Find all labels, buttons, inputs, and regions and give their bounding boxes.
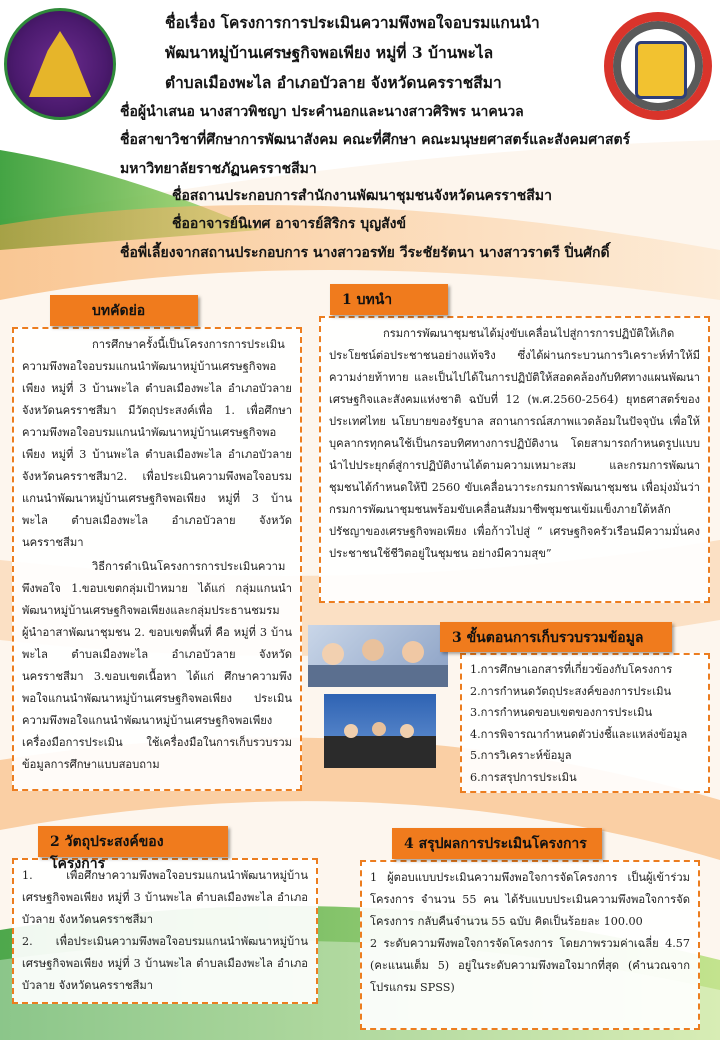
intro-label: 1 บทนำ	[330, 284, 448, 315]
step-item: 2.การกำหนดวัตถุประสงค์ของการประเมิน	[470, 684, 672, 698]
abstract-paragraph-2: วิธีการดำเนินโครงการการประเมินความพึงพอใจ 1.ขอบเขตกลุ่มเป้าหมาย ได้แก่ กลุ่มแกนนำพัฒนาหมู่บ้านเศรษฐกิจพอเพียงและกลุ่มประธานชมรมผู้นำอาสาพัฒนาชุมชน 2. ขอบเขตพื้นที่ คือ หมู่ที่ 3 บ้านพะไล ตำบลเมืองพะไล อำเภอบัวลาย จังหวัดนครราชสีมา 3.ขอบเขตเนื้อหา ได้แก่ ศึกษาความพึงพอใจแกนนำพัฒนาหมู่บ้านเศรษฐกิจพอเพียง ประเมินความพึงพอใจแกนนำพัฒนาหมู่บ้านเศรษฐกิจพอเพียง เครื่องมือการประเมิน ใช้เครื่องมือในการเก็บรวบรวมข้อมูลการศึกษาแบบสอบถาม	[22, 560, 292, 771]
step-item: 3.การกำหนดขอบเขตของการประเมิน	[470, 706, 653, 719]
step-item: 4.การพิจารณากำหนดตัวบ่งชี้และแหล่งข้อมูล	[470, 727, 688, 741]
department-line: ชื่อสาขาวิชาที่ศึกษาการพัฒนาสังคม คณะที่ศึกษา คณะมนุษยศาสตร์และสังคมศาสตร์	[120, 132, 631, 148]
objectives-box	[12, 858, 318, 1004]
title-line-3: ตำบลเมืองพะไล อำเภอบัวลาย จังหวัดนครราชสีมา	[165, 73, 502, 92]
workplace-line: ชื่อสถานประกอบการสำนักงานพัฒนาชุมชนจังหวัดนครราชสีมา	[172, 188, 552, 204]
results-label: 4 สรุปผลการประเมินโครงการ	[392, 828, 602, 859]
abstract-label: บทคัดย่อ	[50, 295, 198, 326]
objectives-label: 2 วัตถุประสงค์ของโครงการ	[38, 826, 228, 857]
steps-box	[460, 653, 710, 793]
university-line: มหาวิทยาลัยราชภัฏนครราชสีมา	[120, 161, 317, 177]
advisor-line: ชื่ออาจารย์นิเทศ อาจารย์สิริกร บุญสังข์	[172, 216, 407, 232]
results-box	[360, 860, 700, 1030]
step-item: 5.การวิเคราะห์ข้อมูล	[470, 749, 572, 762]
objective-item-2: 2. เพื่อประเมินความพึงพอใจอบรมแกนนำพัฒนาหมู่บ้านเศรษฐกิจพอเพียง หมู่ที่ 3 บ้านพะไล ตำบลเมืองพะไล อำเภอบัวลาย จังหวัดนครราชสีมา	[22, 935, 308, 992]
abstract-box	[12, 327, 302, 791]
title-line-2: พัฒนาหมู่บ้านเศรษฐกิจพอเพียง หมู่ที่ 3 บ้านพะไล	[165, 43, 494, 62]
step-item: 6.การสรุปการประเมิน	[470, 770, 577, 784]
title-line-1: ชื่อเรื่อง โครงการการประเมินความพึงพอใจอบรมแกนนำ	[165, 13, 540, 32]
result-item-2: 2 ระดับความพึงพอใจการจัดโครงการ โดยภาพรวมค่าเฉลี่ย 4.57 (คะแนนเต็ม 5) อยู่ในระดับความพึงพอใจมากที่สุด (คำนวณจากโปรแกรม SPSS)	[370, 937, 690, 994]
result-item-1: 1 ผู้ตอบแบบประเมินความพึงพอใจการจัดโครงการ เป็นผู้เข้าร่วมโครงการ จำนวน 55 คน ได้รับแบบประเมินความพึงพอใจการจัดโครงการ กลับคืนจำนวน 55 ฉบับ คิดเป็นร้อยละ 100.00	[370, 871, 690, 928]
intro-text: กรมการพัฒนาชุมชนได้มุ่งขับเคลื่อนไปสู่การการปฏิบัติให้เกิดประโยชน์ต่อประชาชนอย่างแท้จริง ซึ่งได้ผ่านกระบวนการวิเคราะห์ทำให้มีความง่ายท้าทาย และเป็นไปได้ในการปฏิบัติให้สอดคล้องกับทิศทางแผนพัฒนาเศรษฐกิจและสังคมแห่งชาติ ฉบับที่ 12 (พ.ศ.2560-2564) ยุทธศาสตร์ของประเทศไทย นโยบายของรัฐบาล สถานการณ์สภาพแวดล้อมในปัจจุบัน เพื่อให้บุคลากรทุกคนใช้เป็นกรอบทิศทางการปฏิบัติงาน โดยสามารถกำหนดรูปแบบนำไปประยุกต์สู่การปฏิบัติงานได้ตามความเหมาะสม และกรมการพัฒนาชุมชนได้กำหนดให้ปี 2560 ขับเคลื่อนวาระกรมการพัฒนาชุมชน เพื่อมุ่งมั่นว่ากรมการพัฒนาชุมชนพร้อมขับเคลื่อนสัมมาชีพชุมชนเข้มแข็งภายใต้หลักปรัชญาของเศรษฐกิจพอเพียง เพื่อก้าวไปสู่ “ เศรษฐกิจครัวเรือนมีความมั่นคง ประชาชนใช้ชีวิตอยู่ในชุมชน อย่างมีความสุข”	[329, 327, 700, 560]
steps-label: 3 ขั้นตอนการเก็บรวบรวมข้อมูล	[440, 622, 672, 652]
training-photo-1	[308, 625, 448, 687]
university-logo-icon	[4, 8, 116, 120]
objective-item-1: 1. เพื่อศึกษาความพึงพอใจอบรมแกนนำพัฒนาหมู่บ้านเศรษฐกิจพอเพียง หมู่ที่ 3 บ้านพะไล ตำบลเมืองพะไล อำเภอบัวลาย จังหวัดนครราชสีมา	[22, 869, 308, 926]
presenter-line: ชื่อผู้นำเสนอ นางสาวพิชญา ประคำนอกและนางสาวศิริพร นาคนวล	[120, 104, 524, 120]
step-item: 1.การศึกษาเอกสารที่เกี่ยวข้องกับโครงการ	[470, 663, 673, 676]
mentor-line: ชื่อพี่เลี้ยงจากสถานประกอบการ นางสาวอรทัย วีระชัยรัตนา นางสาวราตรี ปิ่นศักดิ์	[120, 245, 610, 261]
abstract-paragraph-1: การศึกษาครั้งนี้เป็นโครงการการประเมินความพึงพอใจอบรมแกนนำพัฒนาหมู่บ้านเศรษฐกิจพอเพียง หมู่ที่ 3 บ้านพะไล ตำบลเมืองพะไล อำเภอบัวลาย จังหวัดนครราชสีมา มีวัตถุประสงค์เพื่อ 1. เพื่อศึกษาความพึงพอใจอบรมแกนนำพัฒนาหมู่บ้านเศรษฐกิจพอเพียง หมู่ที่ 3 บ้านพะไล ตำบลเมืองพะไล อำเภอบัวลาย จังหวัดนครราชสีมา2. เพื่อประเมินความพึงพอใจอบรมแกนนำพัฒนาหมู่บ้านเศรษฐกิจพอเพียง หมู่ที่ 3 บ้านพะไล ตำบลเมืองพะไล อำเภอบัวลาย จังหวัดนครราชสีมา	[22, 338, 292, 549]
intro-box	[319, 316, 710, 603]
community-development-logo-icon	[604, 12, 712, 120]
training-photo-2	[324, 694, 436, 768]
steps-list	[470, 659, 700, 788]
